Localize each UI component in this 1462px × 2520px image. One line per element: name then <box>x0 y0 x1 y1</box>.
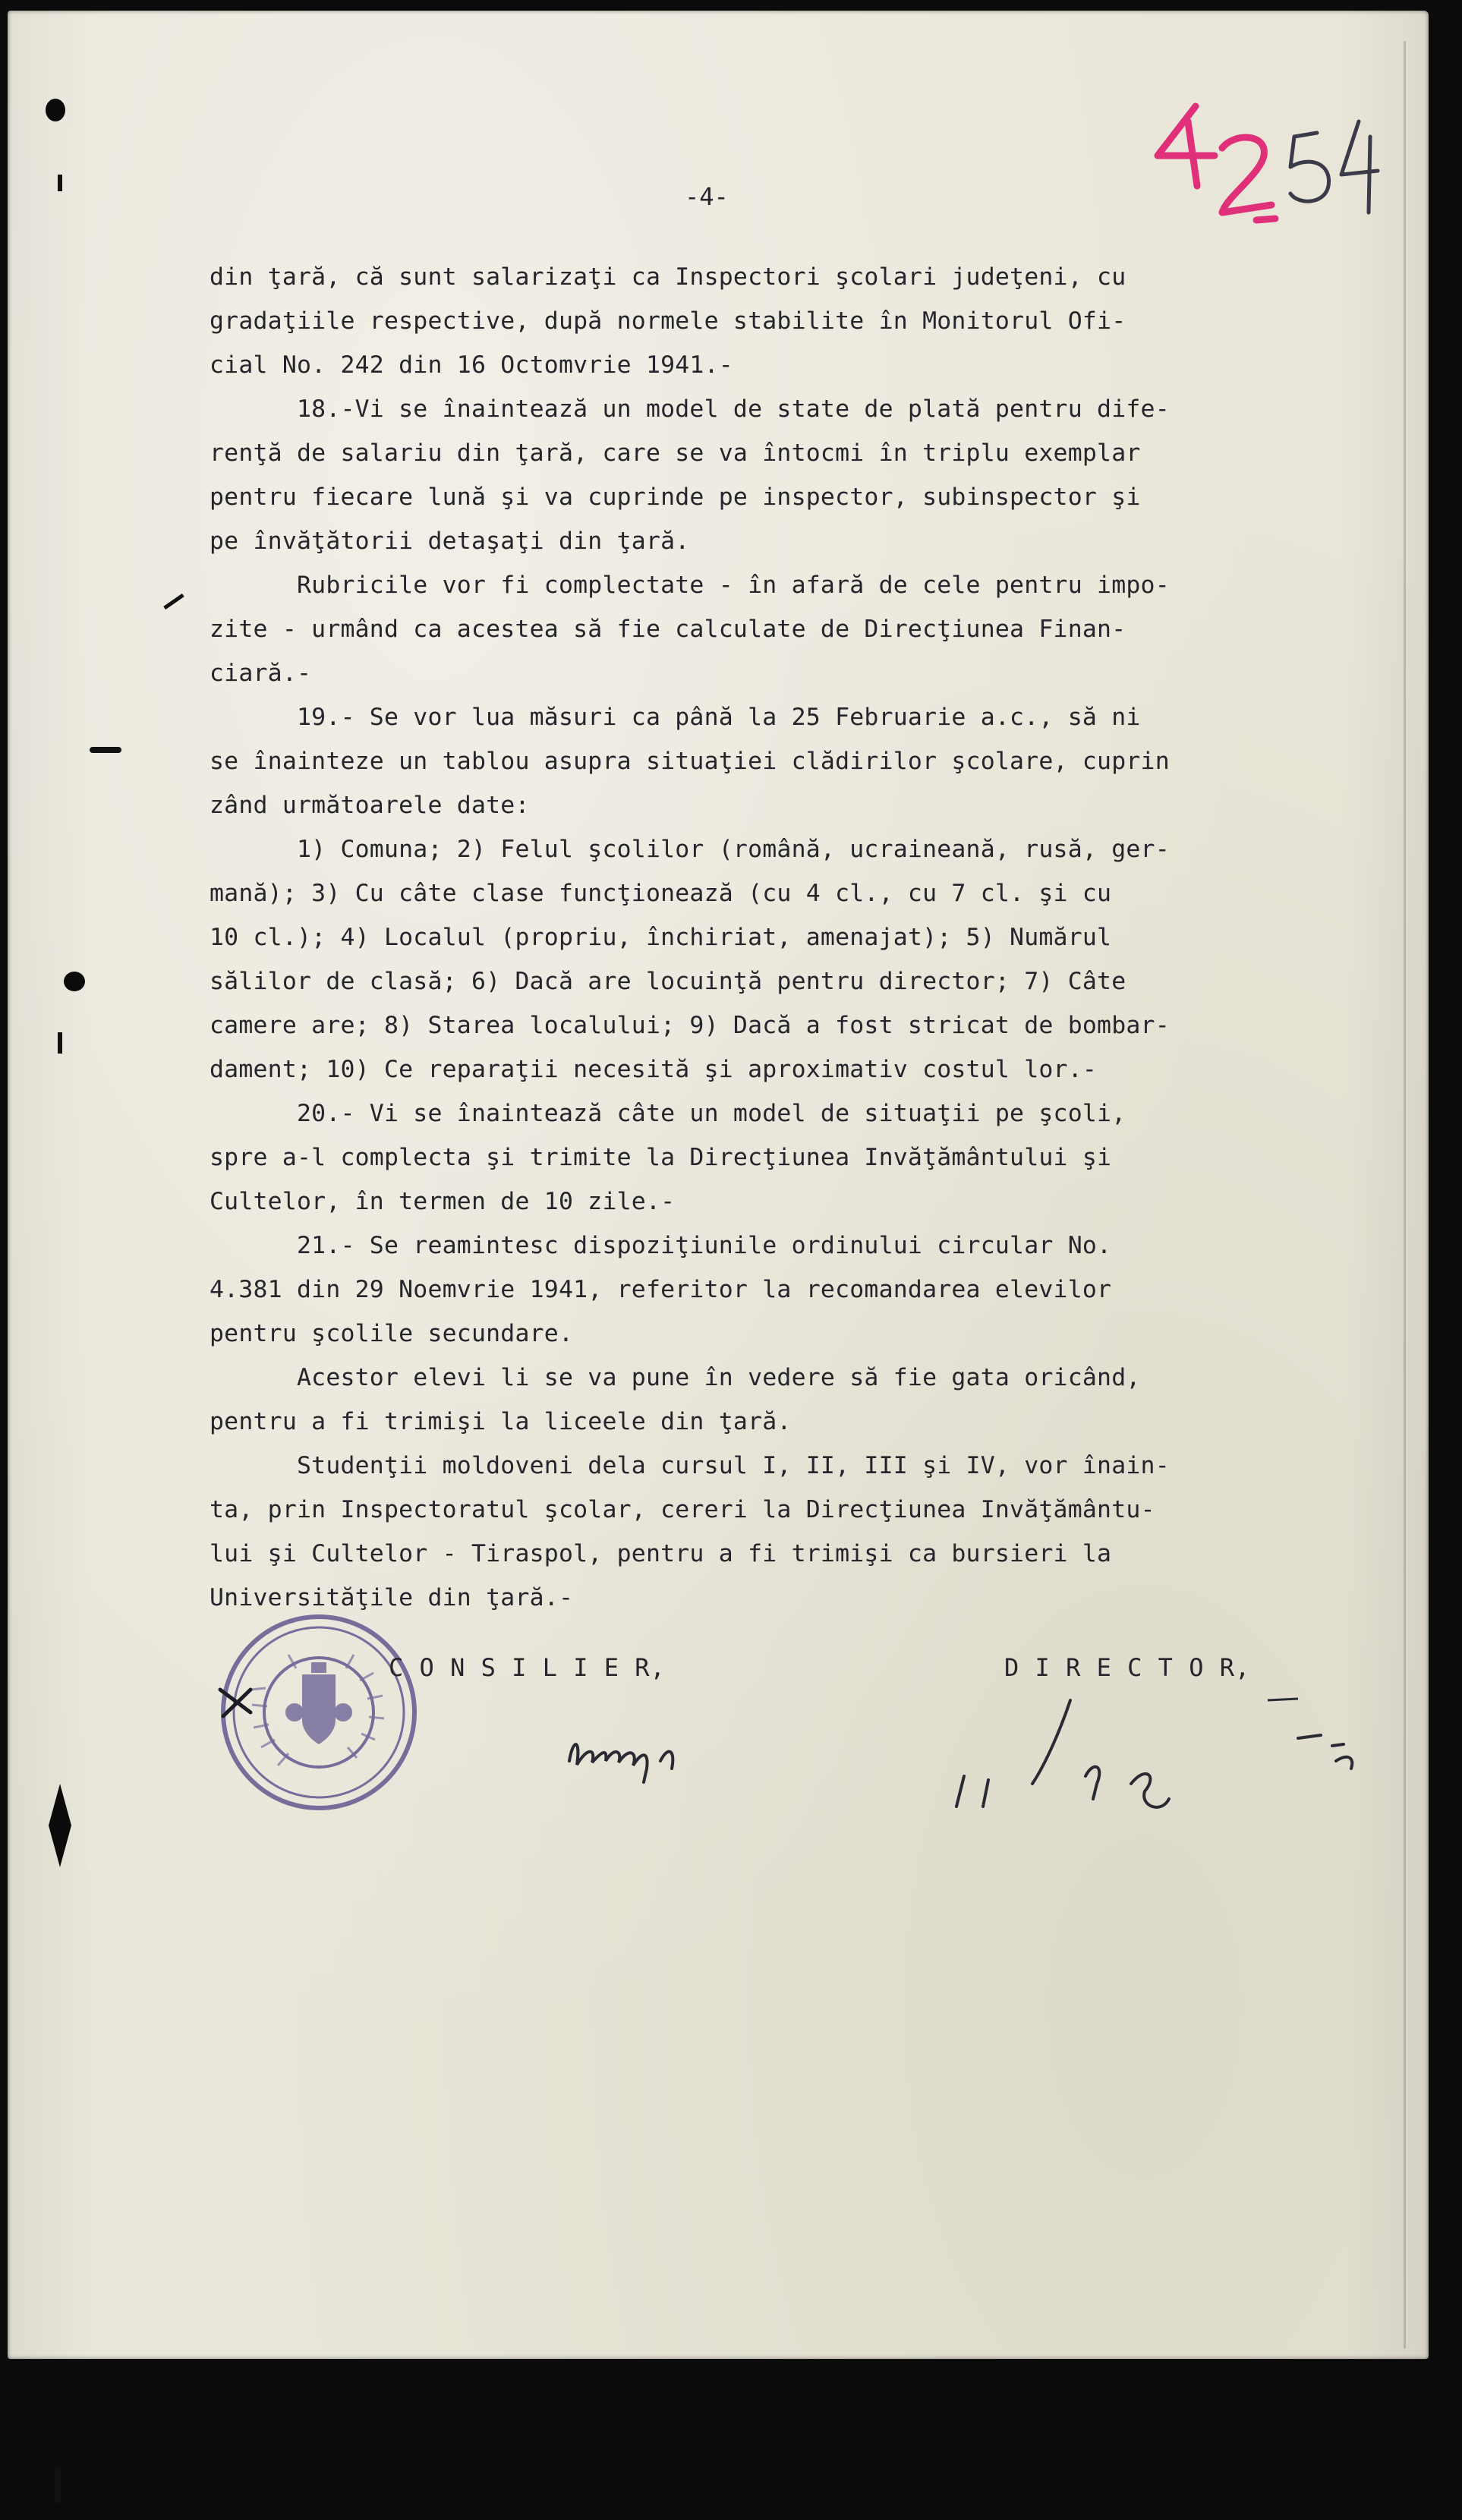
pencil-folio <box>1290 121 1378 213</box>
text-line: spre a-l complecta şi trimite la Direcţiunea Invăţământului şi <box>210 1144 1112 1171</box>
consilier-signature <box>554 1715 782 1784</box>
margin-mark <box>58 1032 62 1054</box>
folio-number <box>1142 91 1393 243</box>
consilier-label: C O N S I L I E R, <box>389 1653 666 1682</box>
margin-mark <box>90 747 121 753</box>
punch-hole <box>46 99 65 121</box>
punch-hole <box>62 2474 77 2520</box>
coat-of-arms-icon <box>285 1662 352 1744</box>
page-number: -4- <box>685 182 729 211</box>
text-line: pe învăţătorii detaşaţi din ţară. <box>210 528 690 555</box>
text-line: dament; 10) Ce reparaţii necesită şi aproximativ costul lor.- <box>210 1056 1098 1083</box>
page-edge-shadow <box>1404 41 1406 2348</box>
punch-hole <box>64 972 85 991</box>
director-signature <box>941 1693 1412 1822</box>
margin-mark <box>58 175 62 191</box>
text-line: ta, prin Inspectoratul şcolar, cereri la Direcţiunea Invăţământu- <box>210 1496 1155 1523</box>
text-line: renţă de salariu din ţară, care se va întocmi în triplu exemplar <box>210 439 1141 467</box>
text-line: Studenţii moldoveni dela cursul I, II, III şi IV, vor înain- <box>210 1452 1170 1479</box>
document-body <box>210 255 1356 1620</box>
text-line: camere are; 8) Starea localului; 9) Dacă a fost stricat de bombar- <box>210 1012 1170 1039</box>
text-line: Universităţile din ţară.- <box>210 1584 574 1611</box>
text-line: ciară.- <box>210 660 312 687</box>
text-line: sălilor de clasă; 6) Dacă are locuinţă pentru director; 7) Câte <box>210 968 1126 995</box>
red-pencil-folio <box>1158 106 1275 220</box>
text-line: pentru şcolile secundare. <box>210 1320 574 1347</box>
text-line: Rubricile vor fi complectate - în afară de cele pentru impo- <box>210 572 1170 599</box>
text-line: cial No. 242 din 16 Octomvrie 1941.- <box>210 351 733 379</box>
text-line: 19.- Se vor lua măsuri ca până la 25 Februarie a.c., să ni <box>210 704 1141 731</box>
text-line: 4.381 din 29 Noemvrie 1941, referitor la recomandarea elevilor <box>210 1276 1112 1303</box>
text-line: pentru fiecare lună şi va cuprinde pe inspector, subinspector şi <box>210 484 1141 511</box>
text-line: 21.- Se reamintesc dispoziţiunile ordinului circular No. <box>210 1232 1112 1259</box>
text-line: 20.- Vi se înaintează câte un model de situaţii pe şcoli, <box>210 1100 1126 1127</box>
text-line: lui şi Cultelor - Tiraspol, pentru a fi trimişi ca bursieri la <box>210 1540 1112 1567</box>
text-line: pentru a fi trimişi la liceele din ţară. <box>210 1408 792 1435</box>
text-line: mană); 3) Cu câte clase funcţionează (cu 4 cl., cu 7 cl. şi cu <box>210 880 1112 907</box>
text-line: se înainteze un tablou asupra situaţiei clădirilor şcolare, cuprin <box>210 748 1170 775</box>
text-line: 1) Comuna; 2) Felul şcolilor (română, ucraineană, rusă, ger- <box>210 836 1170 863</box>
text-line: din ţară, că sunt salarizaţi ca Inspectori şcolari judeţeni, cu <box>210 263 1126 291</box>
text-line: Acestor elevi li se va pune în vedere să fie gata oricând, <box>210 1364 1141 1391</box>
margin-mark <box>55 2465 61 2503</box>
director-label: D I R E C T O R, <box>1004 1653 1251 1682</box>
text-line: zând următoarele date: <box>210 792 530 819</box>
text-line: gradaţiile respective, după normele stabilite în Monitorul Ofi- <box>210 307 1126 335</box>
text-line: 10 cl.); 4) Localul (propriu, închiriat, amenajat); 5) Numărul <box>210 924 1112 951</box>
text-line: 18.-Vi se înaintează un model de state de plată pentru dife- <box>210 395 1170 423</box>
text-line: Cultelor, în termen de 10 zile.- <box>210 1188 676 1215</box>
official-stamp <box>205 1599 433 1826</box>
text-line: zite - urmând ca acestea să fie calculate de Direcţiunea Finan- <box>210 616 1126 643</box>
